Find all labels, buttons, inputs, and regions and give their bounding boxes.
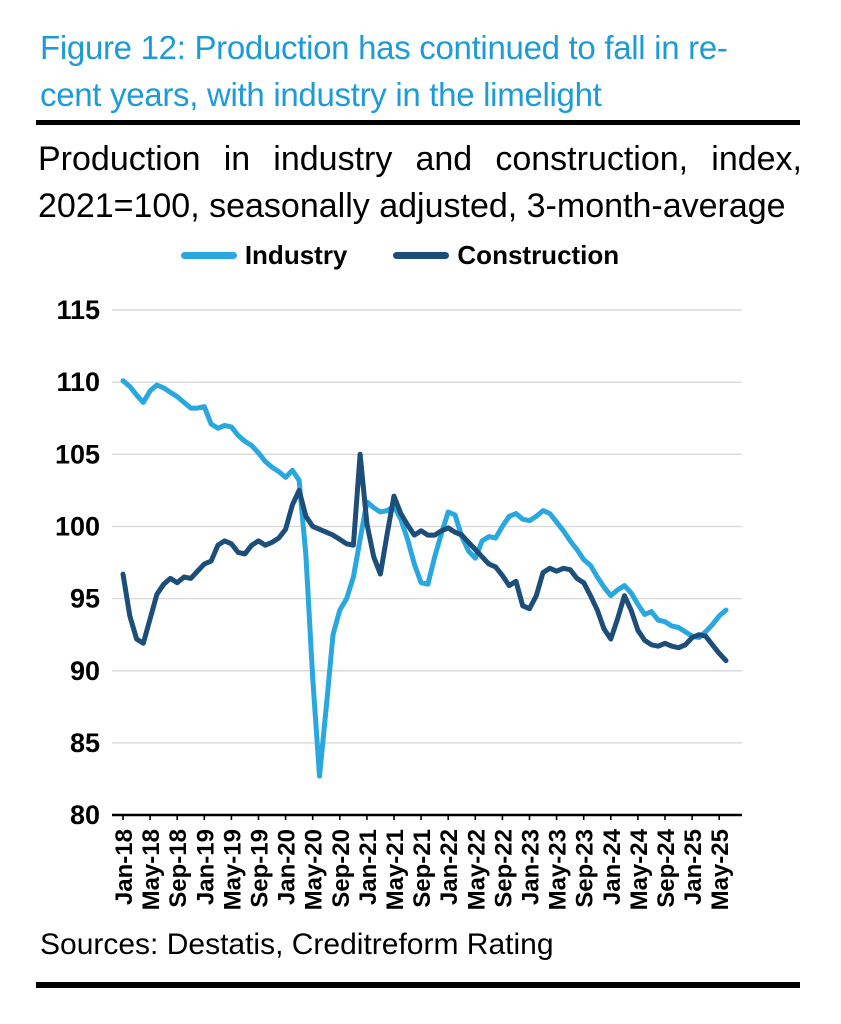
x-tick-label-Sep-21: Sep-21: [409, 829, 437, 908]
y-tick-label-110: 110: [56, 367, 100, 398]
legend-item-construction: [393, 240, 619, 271]
x-tick-label-Jan-20: Jan-20: [273, 829, 301, 906]
x-tick-label-Jan-18: Jan-18: [111, 829, 138, 906]
x-tick-label-May-20: May-20: [300, 829, 328, 911]
x-tick-label-Jan-24: Jan-24: [598, 829, 626, 906]
x-tick-label-May-18: May-18: [138, 829, 166, 911]
y-tick-label-80: 80: [69, 800, 100, 831]
x-tick-label-Sep-18: Sep-18: [165, 829, 193, 908]
figure-title: [40, 24, 810, 118]
x-tick-label-Jan-25: Jan-25: [680, 829, 708, 906]
construction-line: [123, 454, 726, 660]
y-tick-label-115: 115: [56, 295, 100, 325]
y-tick-label-100: 100: [54, 511, 100, 542]
production-chart: [0, 285, 841, 925]
x-tick-label-Jan-23: Jan-23: [517, 829, 545, 906]
chart-subtitle-line1: Production in industry and construction, index,: [38, 140, 802, 178]
x-tick-label-Sep-23: Sep-23: [571, 829, 599, 908]
x-tick-label-Jan-22: Jan-22: [436, 829, 464, 906]
figure-title-line1: Figure 12: Production has continued to fall in re-: [40, 29, 728, 66]
legend-label-construction: Construction: [457, 240, 620, 270]
sources-note: Sources: Destatis, Creditreform Rating: [40, 928, 554, 961]
x-tick-label-May-19: May-19: [219, 829, 247, 911]
x-tick-label-May-22: May-22: [463, 829, 491, 911]
bottom-divider-rule: [36, 982, 800, 988]
y-tick-label-90: 90: [69, 655, 100, 686]
x-tick-label-Jan-19: Jan-19: [192, 829, 220, 906]
x-tick-label-Sep-22: Sep-22: [490, 829, 518, 908]
x-tick-label-Jan-21: Jan-21: [354, 829, 382, 906]
x-tick-label-Sep-24: Sep-24: [653, 829, 680, 908]
top-divider-rule: [36, 120, 800, 125]
x-tick-label-Sep-20: Sep-20: [327, 829, 355, 908]
chart-legend: [0, 240, 800, 271]
x-tick-label-May-23: May-23: [544, 829, 572, 911]
x-tick-label-May-24: May-24: [625, 829, 653, 911]
x-tick-label-Sep-19: Sep-19: [246, 829, 274, 908]
chart-subtitle-line2: 2021=100, seasonally adjusted, 3-month-average: [38, 187, 786, 225]
chart-subtitle: [38, 136, 802, 230]
y-tick-label-85: 85: [69, 727, 100, 758]
chart-area: [0, 285, 841, 925]
figure-title-line2: cent years, with industry in the limelight: [40, 76, 602, 113]
legend-item-industry: [181, 240, 348, 271]
industry-line: [123, 381, 726, 776]
legend-label-industry: Industry: [244, 240, 348, 270]
y-tick-label-95: 95: [69, 583, 100, 614]
industry-line-swatch: [181, 252, 237, 259]
x-tick-label-May-21: May-21: [382, 829, 409, 911]
y-tick-label-105: 105: [54, 439, 100, 470]
construction-line-swatch: [393, 252, 449, 259]
x-tick-label-May-25: May-25: [707, 829, 735, 911]
